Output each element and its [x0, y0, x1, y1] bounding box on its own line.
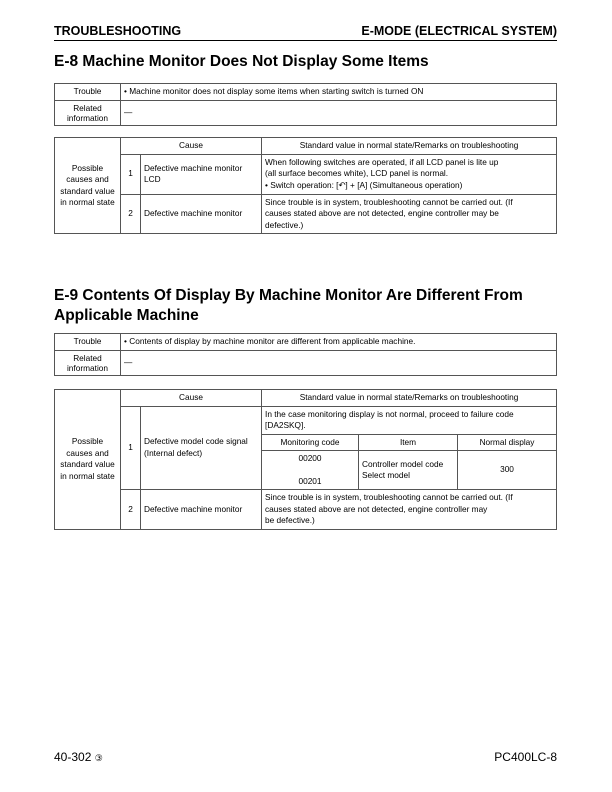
- remarks-line: Since trouble is in system, troubleshooting cannot be carried out. (If: [265, 196, 513, 207]
- remarks-line: (all surface becomes white), LCD panel is normal.: [265, 168, 449, 178]
- normal-display-value: 300: [458, 451, 557, 490]
- trouble-label: Trouble: [55, 84, 121, 101]
- monitoring-code: 00201: [298, 475, 322, 486]
- model-name: PC400LC-8: [494, 750, 557, 764]
- cause-number: 1: [121, 406, 141, 490]
- related-text: —: [121, 100, 557, 125]
- cause-number: 2: [121, 194, 141, 234]
- remarks-line: causes stated above are not detected, engine controller may be: [265, 208, 499, 218]
- cause-number: 2: [121, 490, 141, 530]
- cause-header: Cause: [121, 390, 262, 407]
- remarks-line: be defective.): [265, 515, 315, 525]
- items: [359, 451, 458, 490]
- revision-mark: ③: [94, 753, 103, 763]
- chapter-label: E-MODE (ELECTRICAL SYSTEM): [361, 24, 557, 38]
- monitoring-codes: [262, 451, 359, 490]
- remarks-text: [262, 490, 557, 530]
- trouble-text: • Contents of display by machine monitor are different from applicable machine.: [121, 334, 557, 351]
- section-label: TROUBLESHOOTING: [54, 24, 182, 38]
- trouble-label: Trouble: [55, 334, 121, 351]
- cause-text: Defective machine monitor: [141, 194, 262, 234]
- e9-title: E-9 Contents Of Display By Machine Monitor Are Different From Applicable Machine: [54, 287, 523, 324]
- remarks-text: [262, 154, 557, 194]
- remarks-line: defective.): [265, 219, 304, 230]
- e8-causes-table: [54, 137, 557, 234]
- trouble-text: • Machine monitor does not display some items when starting switch is turned ON: [121, 84, 557, 101]
- normal-display-header: Normal display: [458, 434, 557, 451]
- cause-text: Defective model code signal (Internal defect): [141, 406, 262, 490]
- remarks-header: Standard value in normal state/Remarks on troubleshooting: [262, 390, 557, 407]
- cause-header: Cause: [121, 138, 262, 155]
- monitoring-code: 00200: [298, 453, 322, 463]
- remarks-line: causes stated above are not detected, engine controller may: [265, 503, 488, 514]
- page-header: [54, 24, 557, 41]
- causes-label: Possible causes and standard value in normal state: [55, 390, 121, 530]
- item-header: Item: [359, 434, 458, 451]
- e9-trouble-table: [54, 333, 557, 376]
- remarks-line: When following switches are operated, if all LCD panel is lite up: [265, 156, 499, 167]
- remarks-line: • Switch operation: [↶] + [A] (Simultaneous operation): [265, 179, 463, 190]
- related-text: —: [121, 350, 557, 375]
- related-label: Related information: [55, 350, 121, 375]
- item-text: Controller model code: [362, 458, 444, 469]
- page-number: [54, 750, 103, 764]
- cause-text: Defective machine monitor: [141, 490, 262, 530]
- cause-text: Defective machine monitor LCD: [141, 154, 262, 194]
- causes-label: Possible causes and standard value in normal state: [55, 138, 121, 234]
- page-number-text: 40-302: [54, 750, 92, 764]
- remarks-text: [262, 194, 557, 234]
- remarks-line: Since trouble is in system, troubleshooting cannot be carried out. (If: [265, 492, 513, 502]
- monitoring-code-header: Monitoring code: [262, 434, 359, 451]
- remarks-text: In the case monitoring display is not normal, proceed to failure code [DA2SKQ].: [262, 406, 557, 434]
- item-text: Select model: [362, 470, 410, 480]
- related-label: Related information: [55, 100, 121, 125]
- e8-title: E-8 Machine Monitor Does Not Display Some Items: [54, 53, 429, 70]
- e8-trouble-table: [54, 83, 557, 126]
- e9-causes-table: [54, 389, 557, 530]
- cause-number: 1: [121, 154, 141, 194]
- remarks-header: Standard value in normal state/Remarks on troubleshooting: [262, 138, 557, 155]
